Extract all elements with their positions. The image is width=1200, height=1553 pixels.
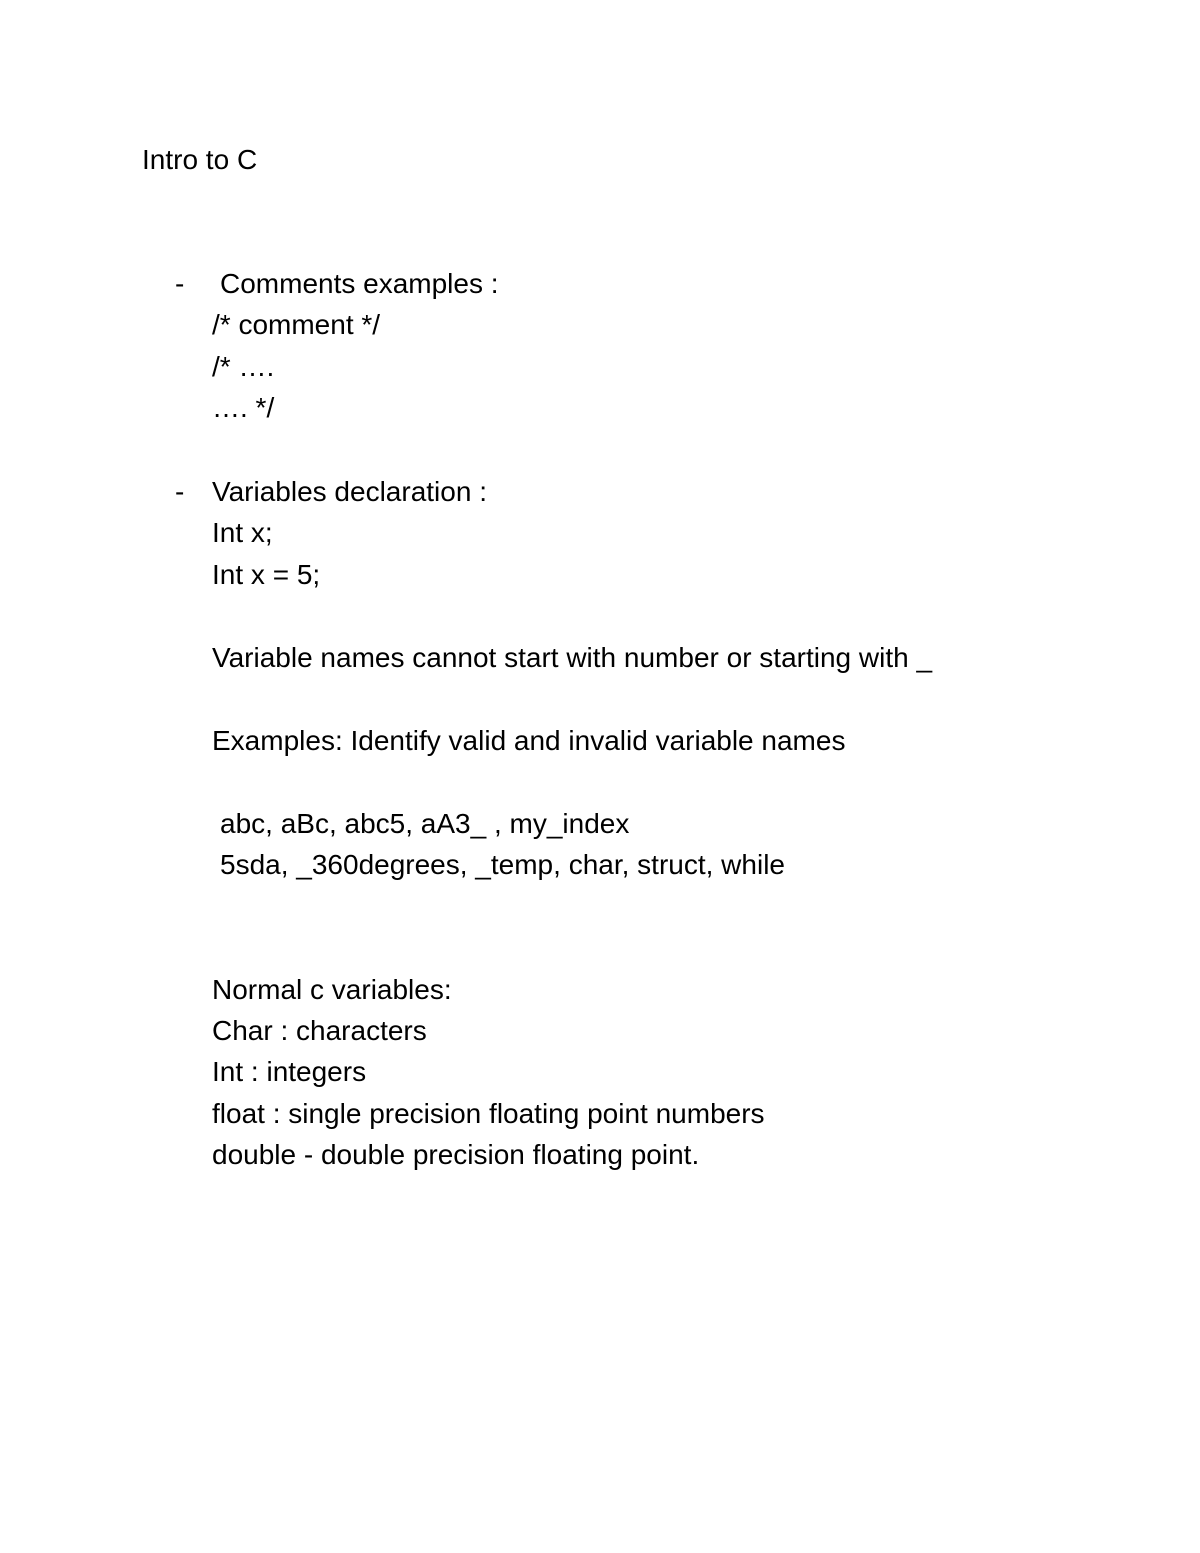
bullet-dash: - [175,268,185,299]
code-line: /* …. [212,351,275,382]
type-line: Int : integers [212,1056,367,1087]
type-line: double - double precision floating point. [212,1139,700,1170]
code-line: Int x; [212,517,273,548]
page-title: Intro to C [142,144,258,175]
naming-rule: Variable names cannot start with number or starting with _ [212,642,933,673]
examples-heading: Examples: Identify valid and invalid variable names [212,725,846,756]
bullet-dash: - [175,476,185,507]
example-line: abc, aBc, abc5, aA3_ , my_index [220,808,630,839]
code-line: /* comment */ [212,309,381,340]
type-line: float : single precision floating point numbers [212,1098,765,1129]
types-heading: Normal c variables: [212,974,452,1005]
type-line: Char : characters [212,1015,427,1046]
section-heading-variables: Variables declaration : [212,476,487,507]
example-line: 5sda, _360degrees, _temp, char, struct, while [220,849,785,880]
section-heading-comments: Comments examples : [220,268,499,299]
code-line: Int x = 5; [212,559,321,590]
code-line: …. */ [212,392,275,423]
